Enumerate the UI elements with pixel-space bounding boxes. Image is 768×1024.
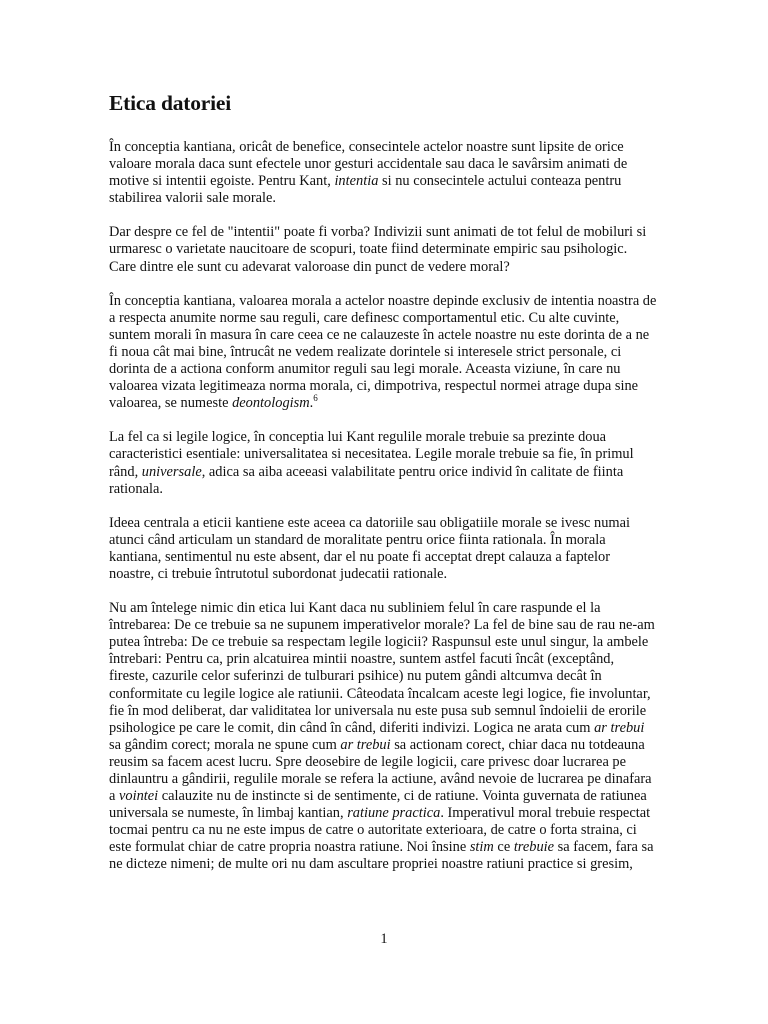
text-run: Dar despre ce fel de "intentii" poate fi vorba? Indivizii sunt animati de tot felul de mobiluri si urmaresc o varietate naucitoare de scopuri, toate fiind determinate empiric sau psihologic. Care dintre ele sunt cu adevarat valoroase din punct de vedere moral?: [109, 224, 647, 275]
text-run: calauzite nu de instincte si de sentimente, ci de ratiune. Vointa guvernata de ratiunea universala se numeste, în limbaj kantian,: [109, 788, 647, 822]
document-title: Etica datoriei: [109, 91, 231, 115]
paragraph: [109, 293, 657, 413]
paragraph: [109, 139, 657, 207]
emphasis: universale: [141, 463, 202, 480]
emphasis: trebuie: [513, 839, 555, 856]
emphasis: ar trebui: [340, 736, 391, 753]
page-number: 1: [380, 931, 388, 947]
text-run: Nu am întelege nimic din etica lui Kant daca nu subliniem felul în care raspunde el la întrebarea: De ce trebuie sa ne supunem imperativelor morale? La fel de bine sau de rau ne-am putea întreba: De ce trebuie sa respectam legile logicii? Raspunsul este unul singur, la ambele întrebari: Pentru ca, prin alcatuirea mintii noastre, suntem astfel facuti încât (exceptând, fireste, cazurile celor suferinzi de tulburari psihice) nu putem gândi altcumva decât în conformitate cu legile logice ale ratiunii. Câteodata încalcam aceste legi logice, fie involuntar, fie în mod deliberat, dar validitatea lor universala nu este pusa sub semnul îndoielii de erorile psihologice pe care le comit, din când în când, diferiti indivizi. Logica ne arata cum: [109, 600, 655, 736]
text-run: . Imperativul moral trebuie respectat tocmai pentru ca nu ne este impus de catre o autoritate exterioara, de catre o forta straina, ci este formulat chiar de catre propria noastra ratiune. Noi însine: [109, 805, 651, 856]
text-run: sa facem, fara sa ne dicteze nimeni; de multe ori nu dam ascultare propriei noastre ratiuni practice si gresim,: [109, 839, 654, 873]
emphasis: vointei: [119, 788, 159, 805]
text-run: , adica sa aiba aceeasi valabilitate pentru orice individ în calitate de fiinta rationala.: [109, 463, 624, 497]
paragraph: [109, 600, 657, 874]
footnote-ref: 6: [313, 393, 318, 404]
paragraph: [109, 429, 657, 497]
emphasis: intentia: [334, 173, 379, 190]
text-run: .: [309, 395, 314, 412]
emphasis: stim: [469, 839, 494, 856]
text-run: La fel ca si legile logice, în conceptia lui Kant regulile morale trebuie sa prezinte doua caracteristici esentiale: universalitatea si necesitatea. Legile morale trebuie sa fie, în primul rând,: [109, 429, 634, 480]
document-body: [109, 139, 657, 874]
paragraph: [109, 515, 657, 583]
document-page: [109, 88, 657, 891]
emphasis: deontologism: [232, 395, 310, 412]
emphasis: ratiune practica: [347, 805, 441, 822]
text-run: si nu consecintele actului conteaza pentru stabilirea valorii sale morale.: [109, 173, 622, 207]
text-run: sa actionam corect, chiar daca nu totdeauna reusim sa facem acest lucru. Spre deosebire de legile logicii, care privesc doar lucrarea pe dinlauntru a gândirii, regulile morale se refera la actiune, având nevoie de lucrarea pe dinafara a: [109, 736, 652, 805]
text-run: sa gândim corect; morala ne spune cum: [109, 736, 341, 753]
text-run: În conceptia kantiana, valoarea morala a actelor noastre depinde exclusiv de intentia noastra de a respecta anumite norme sau reguli, care definesc comportamentul etic. Cu alte cuvinte, suntem morali în masura în care ceea ce ne calauzeste în actele noastre nu este dorinta de a ne fi noua cât mai bine, întrucât ne vedem realizate dorintele si interesele strict personale, ci dorinta de a actiona conform anumitor reguli sau legi morale. Aceasta viziune, în care nu valoarea vizata legitimeaza norma morala, ci, dimpotriva, respectul normei atrage dupa sine valoarea, se numeste: [109, 292, 657, 412]
text-run: În conceptia kantiana, oricât de benefice, consecintele actelor noastre sunt lipsite de orice valoare morala daca sunt efectele unor gesturi accidentale sau daca le savârsim animati de motive si intentii egoiste. Pentru Kant,: [109, 139, 628, 190]
paragraph: [109, 224, 657, 275]
text-run: Ideea centrala a eticii kantiene este aceea ca datoriile sau obligatiile morale se ivesc numai atunci când articulam un standard de moralitate pentru orice fiinta rationala. În morala kantiana, sentimentul nu este absent, dar el nu poate fi acceptat drept calauza a faptelor noastre, ci trebuie întrutotul subordonat judecatii rationale.: [109, 514, 630, 582]
text-run: ce: [493, 839, 514, 856]
emphasis: ar trebui: [594, 719, 645, 736]
